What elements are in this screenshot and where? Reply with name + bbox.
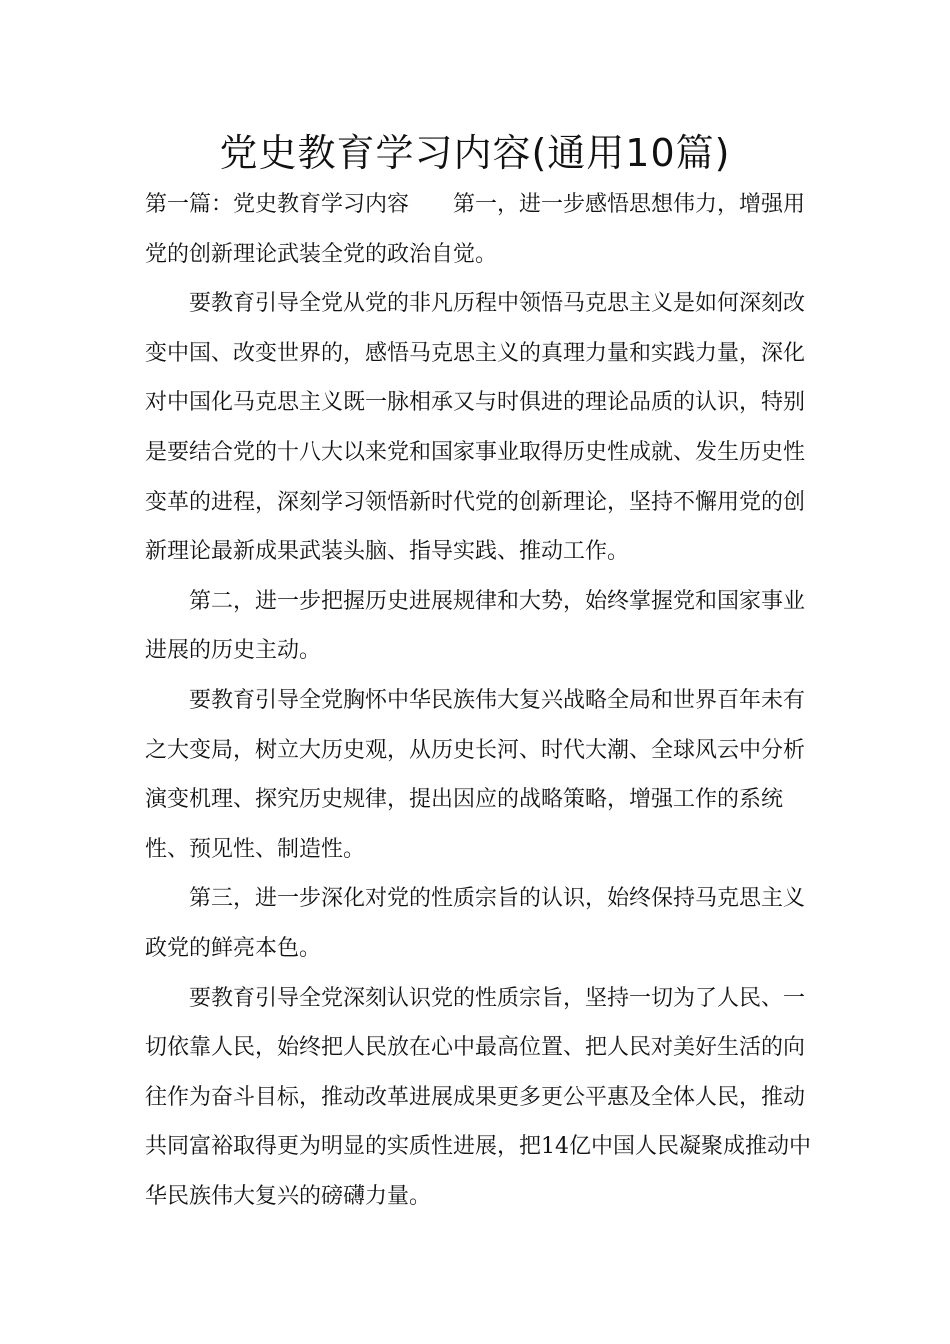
paragraph-1: 第一篇：党史教育学习内容 第一，进一步感悟思想伟力，增强用党的创新理论武装全党的政治自觉。 [145,192,806,267]
paragraph-6: 要教育引导全党深刻认识党的性质宗旨，坚持一切为了人民、一切依靠人民，始终把人民放在心中最高位置、把人民对美好生活的向往作为奋斗目标，推动改革进展成果更多更公平惠及全体人民，推动共同富裕取得更为明显的实质性进展，把14亿中国人民凝聚成推动中华民族伟大复兴的磅礴力量。 [145,985,811,1209]
document-body [145,180,825,1221]
paragraph-2: 要教育引导全党从党的非凡历程中领悟马克思主义是如何深刻改变中国、改变世界的，感悟马克思主义的真理力量和实践力量，深化对中国化马克思主义既一脉相承又与时俱进的理论品质的认识，特别是要结合党的十八大以来党和国家事业取得历史性成就、发生历史性变革的进程，深刻学习领悟新时代党的创新理论，坚持不懈用党的创新理论最新成果武装头脑、指导实践、推动工作。 [145,291,806,565]
paragraph-5: 第三，进一步深化对党的性质宗旨的认识，始终保持马克思主义政党的鲜亮本色。 [145,886,806,961]
paragraph-4: 要教育引导全党胸怀中华民族伟大复兴战略全局和世界百年未有之大变局，树立大历史观，从历史长河、时代大潮、全球风云中分析演变机理、探究历史规律，提出因应的战略策略，增强工作的系统性、预见性、制造性。 [145,687,806,862]
paragraph-3: 第二，进一步把握历史进展规律和大势，始终掌握党和国家事业进展的历史主动。 [145,588,806,664]
document-title: 党史教育学习内容(通用10篇) [219,131,731,175]
